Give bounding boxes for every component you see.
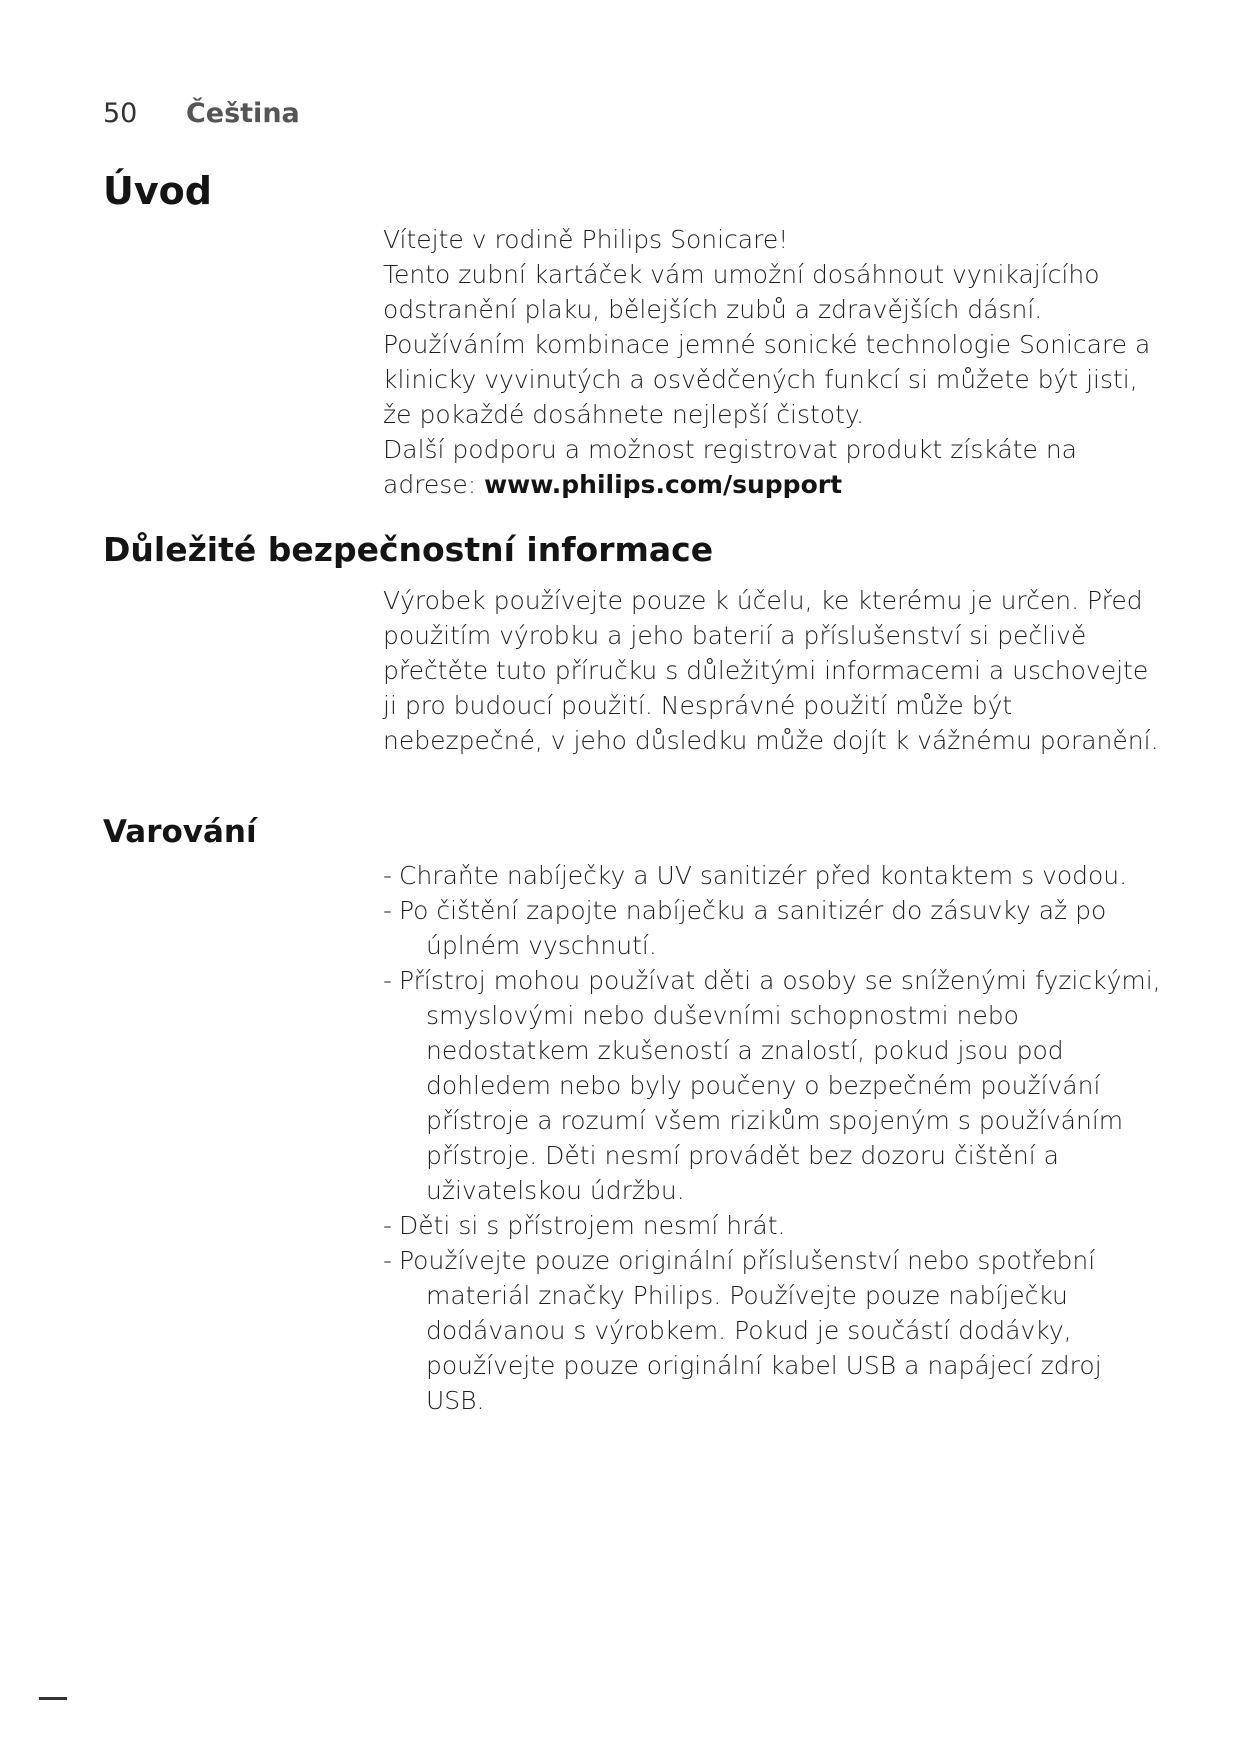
bullet: - bbox=[383, 1246, 393, 1275]
safety-paragraph: Výrobek používejte pouze k účelu, ke kterému je určen. Před použitím výrobku a jeho baterií a příslušenství si pečlivě přečtěte tuto příručku s důležitými informacemi a uschovejte ji pro budoucí použití. Nesprávné použití může být nebezpečné, v jeho důsledku může dojít k vážnému poranění. bbox=[383, 586, 1159, 755]
list-item bbox=[383, 858, 1163, 893]
list-item bbox=[383, 1243, 1163, 1418]
warning-list-container bbox=[383, 858, 1163, 1418]
safety-heading: Důležité bezpečnostní informace bbox=[103, 530, 714, 569]
list-item-text: Používejte pouze originální příslušenství nebo spotřební materiál značky Philips. Používejte pouze nabíječku dodávanou s výrobkem. Pokud je součástí dodávky, používejte pouze originální kabel USB a napájecí zdroj USB. bbox=[399, 1246, 1102, 1415]
list-item bbox=[383, 1208, 1163, 1243]
list-item-text: Chraňte nabíječky a UV sanitizér před kontaktem s vodou. bbox=[399, 861, 1128, 890]
page-header bbox=[103, 96, 300, 132]
list-item bbox=[383, 893, 1163, 963]
intro-line: Tento zubní kartáček vám umožní dosáhnout vynikajícího odstranění plaku, bělejších zubů a zdravějších dásní. bbox=[383, 260, 1100, 324]
list-item-text: Přístroj mohou používat děti a osoby se sníženými fyzickými, smyslovými nebo duševními schopnostmi nebo nedostatkem zkušeností a znalostí, pokud jsou pod dohledem nebo byly poučeny o bezpečném používání přístroje a rozumí všem rizikům spojeným s používáním přístroje. Děti nesmí provádět bez dozoru čištění a uživatelskou údržbu. bbox=[399, 966, 1161, 1205]
warning-list bbox=[383, 858, 1163, 1418]
list-item-text: Děti si s přístrojem nesmí hrát. bbox=[399, 1211, 786, 1240]
bullet: - bbox=[383, 1211, 393, 1240]
support-link[interactable]: www.philips.com/support bbox=[484, 470, 843, 499]
bullet: - bbox=[383, 861, 393, 890]
intro-address bbox=[383, 467, 1163, 502]
intro-line: Další podporu a možnost registrovat produkt získáte na bbox=[383, 435, 1078, 464]
page-number: 50 bbox=[103, 98, 138, 129]
intro-line: Používáním kombinace jemné sonické technologie Sonicare a klinicky vyvinutých a osvědčených funkcí si můžete být jisti, že pokaždé dosáhnete nejlepší čistoty. bbox=[383, 330, 1151, 429]
warning-heading: Varování bbox=[103, 814, 257, 850]
bullet: - bbox=[383, 896, 393, 925]
safety-text bbox=[383, 583, 1163, 758]
list-item bbox=[383, 963, 1163, 1208]
intro-line: Vítejte v rodině Philips Sonicare! bbox=[383, 225, 789, 254]
list-item-text: Po čištění zapojte nabíječku a sanitizér do zásuvky až po úplném vyschnutí. bbox=[399, 896, 1107, 960]
intro-text bbox=[383, 222, 1163, 502]
address-prefix: adrese: bbox=[383, 470, 485, 499]
bullet: - bbox=[383, 966, 393, 995]
intro-heading: Úvod bbox=[103, 169, 212, 213]
print-mark bbox=[39, 1697, 67, 1700]
language-label: Čeština bbox=[185, 98, 300, 129]
